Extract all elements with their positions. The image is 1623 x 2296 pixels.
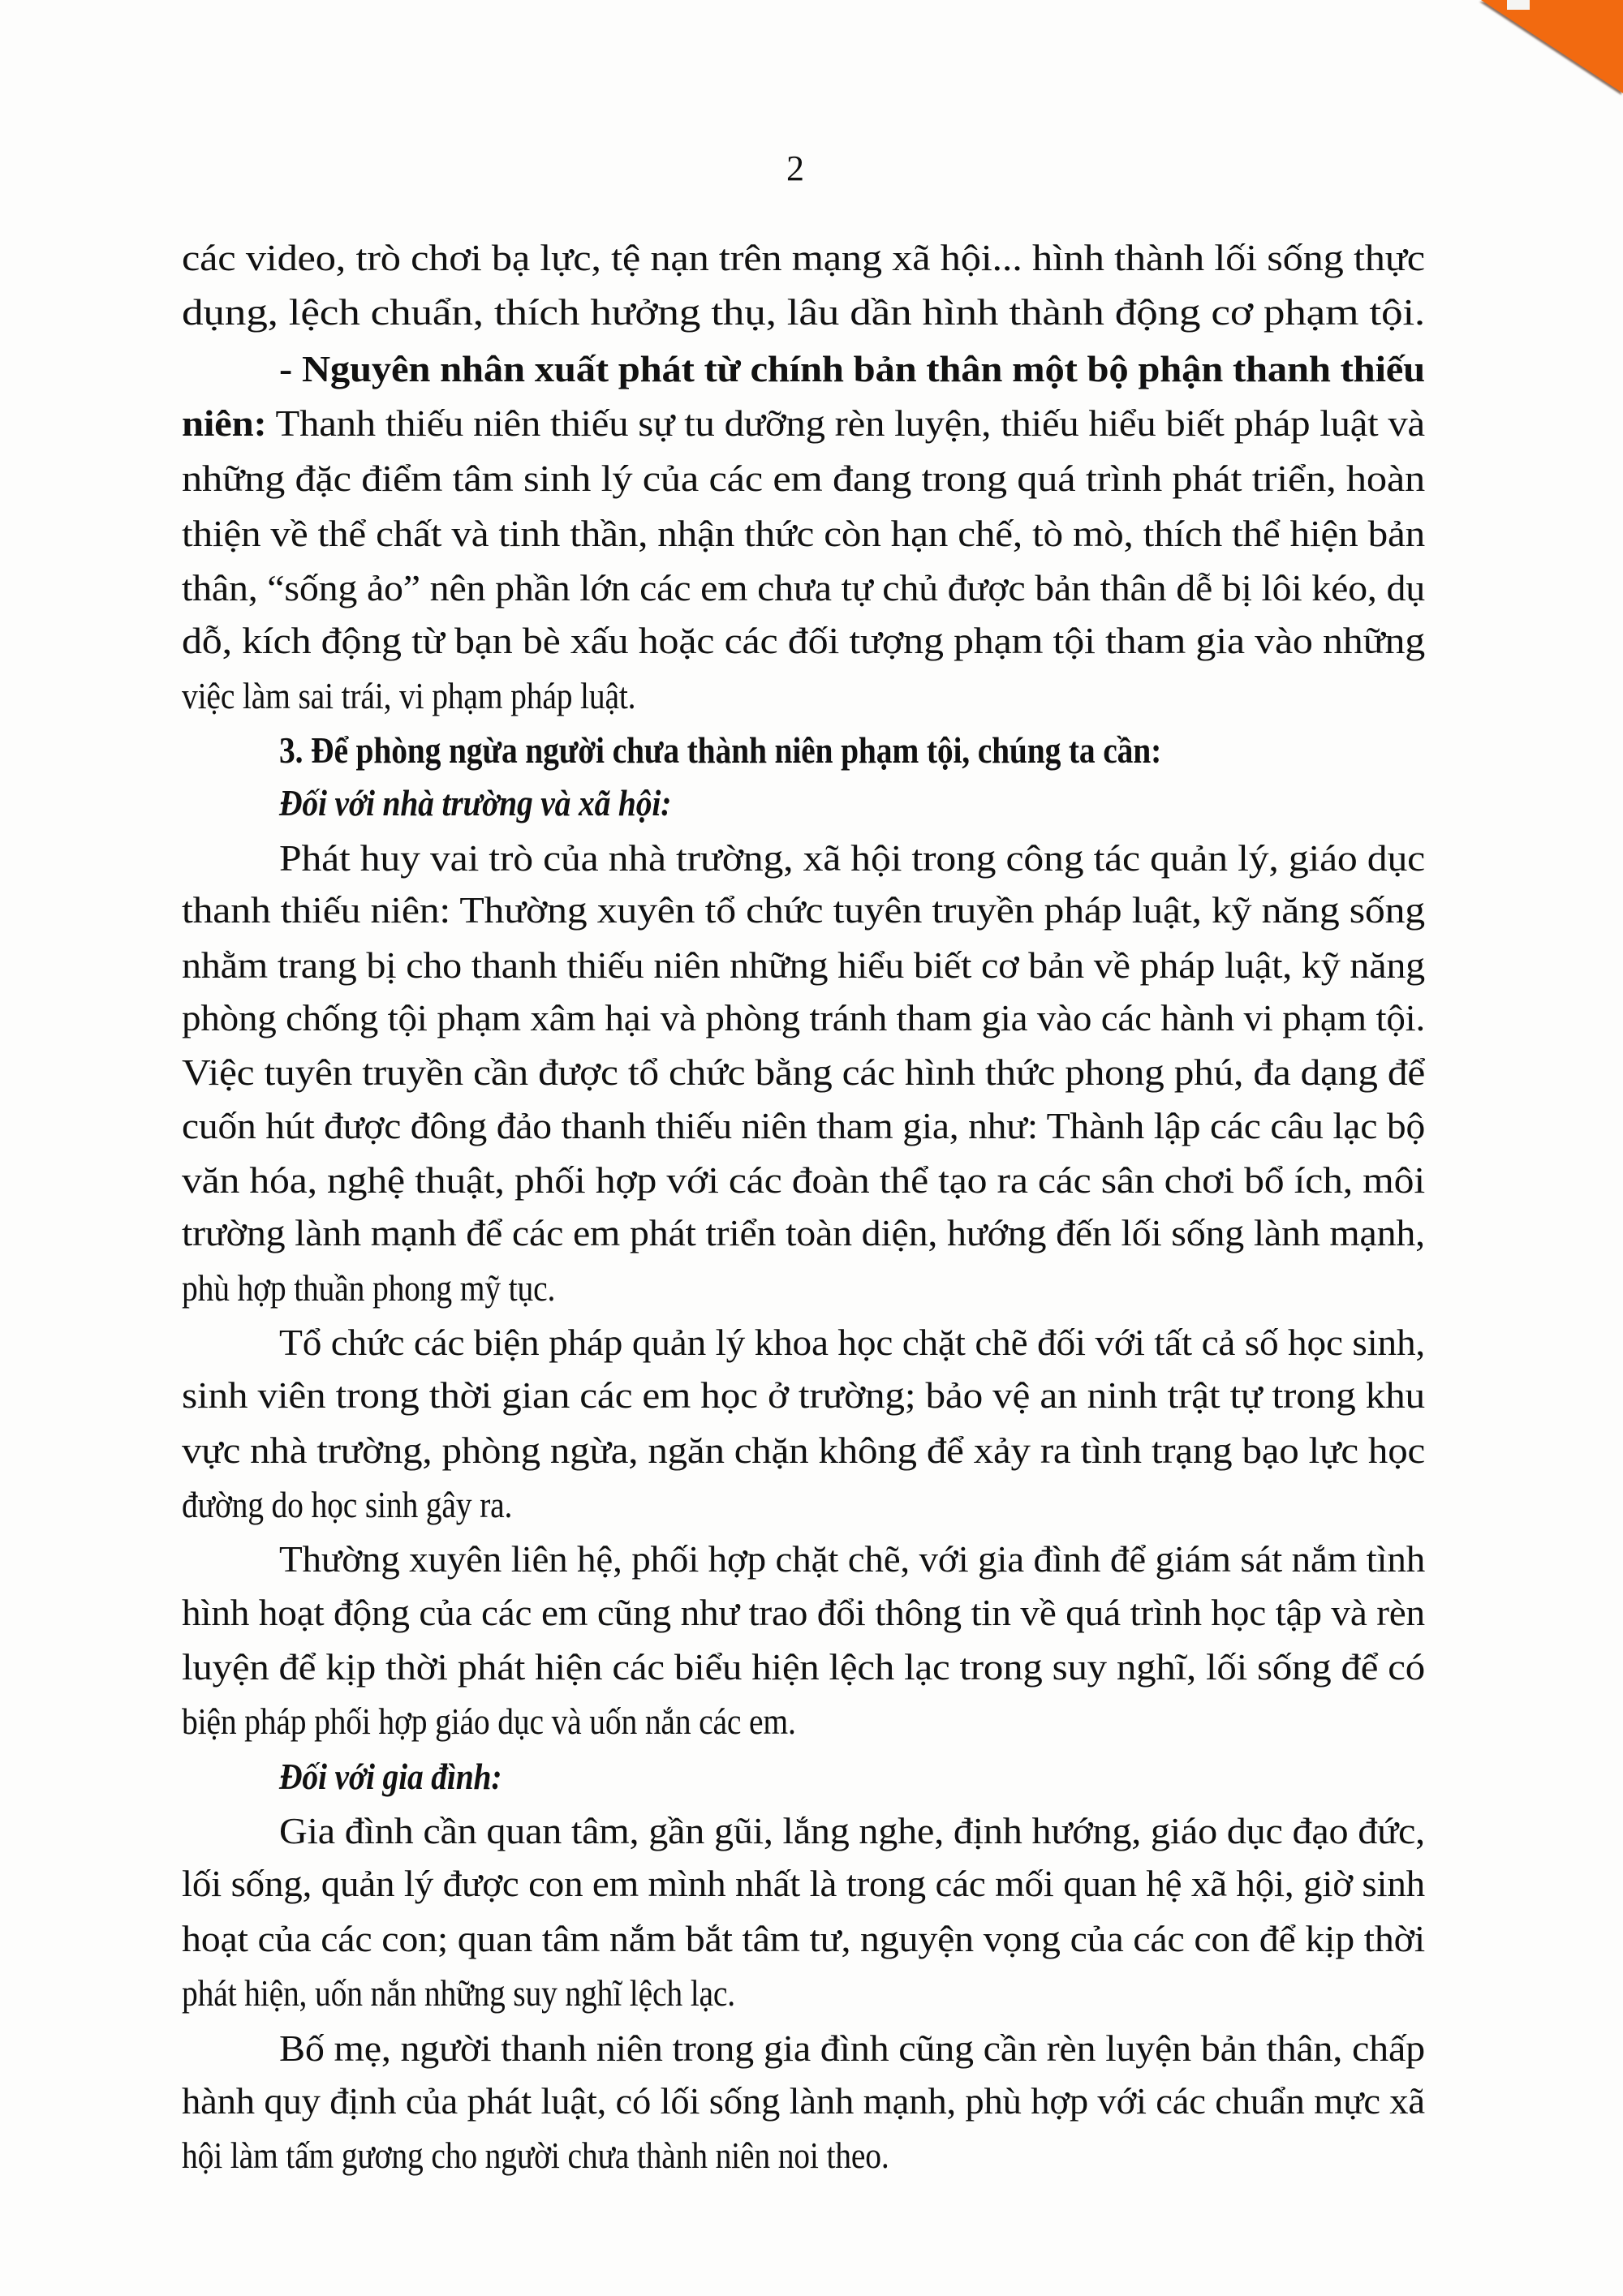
text-line: Việc tuyên truyền cần được tổ chức bằng các hình thức phong phú, đa dạng để [182, 1051, 1426, 1093]
text-line: hành quy định của phát luật, có lối sống lành mạnh, phù hợp với các chuẩn mực xã [182, 2080, 1425, 2122]
subsection-heading-family: Đối với gia đình: [279, 1756, 502, 1797]
text-line: đường do học sinh gây ra. [182, 1484, 513, 1525]
text-line: biện pháp phối hợp giáo dục và uốn nắn các em. [182, 1701, 796, 1742]
text-line: thanh thiếu niên: Thường xuyên tổ chức tuyên truyền pháp luật, kỹ năng sống [182, 889, 1425, 931]
text-line: luyện để kịp thời phát hiện các biểu hiện lệch lạc trong suy nghĩ, lối sống để có [182, 1646, 1425, 1688]
text-line: dỗ, kích động từ bạn bè xấu hoặc các đối tượng phạm tội tham gia vào những [182, 620, 1426, 661]
text-line: hội làm tấm gương cho người chưa thành niên noi theo. [182, 2135, 889, 2176]
text-line: sinh viên trong thời gian các em học ở trường; bảo vệ an ninh trật tự trong khu [182, 1374, 1425, 1416]
text-line: việc làm sai trái, vi phạm pháp luật. [182, 675, 636, 716]
text-line: văn hóa, nghệ thuật, phối hợp với các đoàn thể tạo ra các sân chơi bổ ích, môi [182, 1159, 1425, 1201]
page-number: 2 [786, 148, 804, 188]
page-corner-tab [1507, 0, 1530, 10]
text-line: vực nhà trường, phòng ngừa, ngăn chặn không để xảy ra tình trạng bạo lực học [182, 1430, 1426, 1471]
text-line: thiện về thể chất và tinh thần, nhận thức còn hạn chế, tò mò, thích thể hiện bản [182, 513, 1426, 554]
orange-folder-corner [1481, 0, 1623, 93]
text-line: hoạt của các con; quan tâm nắm bắt tâm tư, nguyện vọng của các con để kịp thời [182, 1918, 1425, 1959]
subsection-heading-school: Đối với nhà trường và xã hội: [279, 782, 672, 823]
text-line: Gia đình cần quan tâm, gần gũi, lắng nghe, định hướng, giáo dục đạo đức, [279, 1810, 1426, 1851]
text-line: nhằm trang bị cho thanh thiếu niên những hiểu biết cơ bản về pháp luật, kỹ năng [182, 944, 1426, 986]
text-line: niên: Thanh thiếu niên thiếu sự tu dưỡng rèn luyện, thiếu hiểu biết pháp luật và [182, 402, 1425, 444]
text-line: Thường xuyên liên hệ, phối hợp chặt chẽ, với gia đình để giám sát nắm tình [279, 1538, 1426, 1580]
text-line: cuốn hút được đông đảo thanh thiếu niên tham gia, như: Thành lập các câu lạc bộ [182, 1105, 1426, 1146]
text-line: trường lành mạnh để các em phát triển toàn diện, hướng đến lối sống lành mạnh, [182, 1212, 1425, 1253]
text-line: Bố mẹ, người thanh niên trong gia đình cũng cần rèn luyện bản thân, chấp [279, 2027, 1425, 2069]
text-line: phù hợp thuần phong mỹ tục. [182, 1267, 556, 1309]
text-line: những đặc điểm tâm sinh lý của các em đang trong quá trình phát triển, hoàn [182, 458, 1426, 499]
text-line: lối sống, quản lý được con em mình nhất là trong các mối quan hệ xã hội, giờ sinh [182, 1863, 1426, 1904]
text-line: dụng, lệch chuẩn, thích hưởng thụ, lâu dần hình thành động cơ phạm tội. [182, 291, 1426, 333]
section-heading: 3. Để phòng ngừa người chưa thành niên phạm tội, chúng ta cần: [279, 729, 1162, 771]
cause-heading-tail: niên: [182, 402, 267, 444]
text-line: phát hiện, uốn nắn những suy nghĩ lệch lạc. [182, 1972, 736, 2014]
cause-heading-line: - Nguyên nhân xuất phát từ chính bản thân một bộ phận thanh thiếu [279, 348, 1426, 389]
text-line: Tổ chức các biện pháp quản lý khoa học chặt chẽ đối với tất cả số học sinh, [279, 1322, 1426, 1363]
text-line: các video, trò chơi bạ lực, tệ nạn trên mạng xã hội... hình thành lối sống thực [182, 237, 1425, 278]
text-line: thân, “sống ảo” nên phần lớn các em chưa tự chủ được bản thân dễ bị lôi kéo, dụ [182, 567, 1426, 608]
text-line: phòng chống tội phạm xâm hại và phòng tránh tham gia vào các hành vi phạm tội. [182, 997, 1426, 1038]
text-line: Phát huy vai trò của nhà trường, xã hội trong công tác quản lý, giáo dục [279, 837, 1425, 879]
text-line: hình hoạt động của các em cũng như trao đổi thông tin về quá trình học tập và rèn [182, 1592, 1425, 1633]
